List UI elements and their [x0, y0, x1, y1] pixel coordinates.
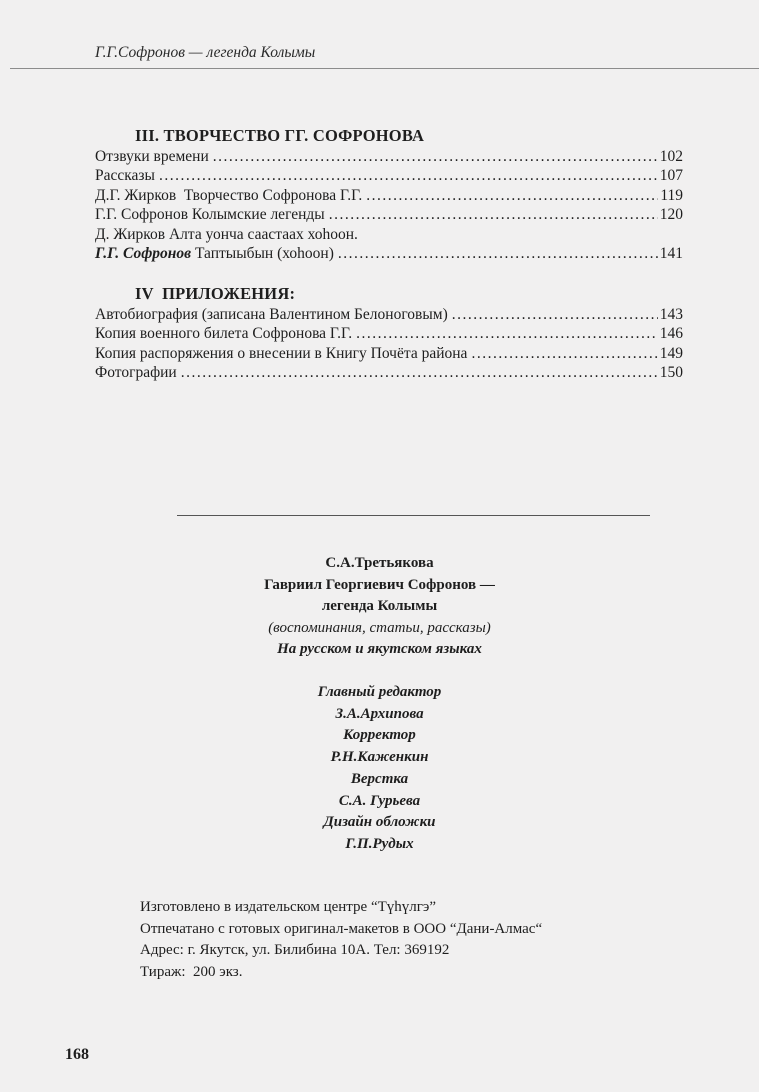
imprint-block: [0, 553, 759, 661]
dot-leader: [181, 363, 658, 382]
credit-name: С.А. Гурьева: [338, 792, 421, 809]
address-line: Адрес: г. Якутск, ул. Билибина 10А. Тел: 369192: [140, 942, 450, 958]
toc-entry-title-text: Таптыыбын (хоһоон): [191, 245, 334, 263]
toc-section-title: IV ПРИЛОЖЕНИЯ:: [135, 284, 296, 303]
credit-name: Г.П.Рудых: [345, 835, 414, 852]
running-header: Г.Г.Софронов — легенда Колымы: [95, 44, 316, 61]
imprint-title-line1: Гавриил Георгиевич Софронов —: [264, 576, 495, 593]
dot-leader: [329, 205, 658, 224]
toc-entry-page: 143: [659, 306, 683, 323]
toc-entry-title: Копия военного билета Софронова Г.Г.: [95, 325, 353, 343]
toc-entry-title: Д. Жирков Алта уонча саастаах хоһоон.: [95, 225, 358, 243]
credit-role: Главный редактор: [317, 684, 442, 700]
toc-entry-title: Копия распоряжения о внесении в Книгу Почёта района: [95, 344, 468, 362]
toc-entry[interactable]: [95, 186, 683, 205]
credits-block: [0, 682, 759, 856]
toc-entry-page: 119: [660, 186, 683, 204]
credit-role: Верстка: [350, 770, 409, 787]
toc-entry-page: 141: [659, 245, 683, 263]
header-rule: [10, 68, 759, 69]
imprint-subtitle: (воспоминания, статьи, рассказы): [268, 619, 491, 636]
toc-section-title: III. ТВОРЧЕСТВО ГГ. СОФРОНОВА: [135, 126, 425, 145]
dot-leader: [471, 344, 657, 363]
toc-entry-title: Автобиография (записана Валентином Белоноговым): [95, 306, 448, 323]
toc-entry-author: Г.Г. Софронов: [95, 245, 192, 263]
dot-leader: [366, 186, 658, 205]
publisher-info: [140, 897, 542, 983]
toc-entry[interactable]: [95, 324, 683, 343]
toc-entry[interactable]: [95, 244, 683, 263]
printer-line: Отпечатано с готовых оригинал-макетов в ООО “Дани-Алмас“: [140, 920, 543, 937]
toc-entry[interactable]: [95, 166, 683, 185]
toc-entry-title: Фотографии: [95, 364, 177, 382]
credit-role: Дизайн обложки: [323, 814, 436, 831]
toc-section-3: [95, 125, 683, 263]
toc-entry[interactable]: [95, 344, 683, 363]
toc-entry-page: 146: [659, 325, 683, 343]
imprint-languages: На русском и якутском языках: [277, 641, 482, 657]
imprint-title-line2: легенда Колымы: [321, 598, 438, 614]
credit-name: Р.Н.Каженкин: [330, 749, 429, 766]
credit-name: З.А.Архипова: [335, 705, 424, 722]
toc-entry[interactable]: [95, 147, 683, 166]
dot-leader: [213, 147, 658, 166]
toc-entry-page: 150: [659, 364, 683, 382]
toc-entry-page: 107: [659, 167, 683, 185]
toc-entry[interactable]: [95, 305, 683, 324]
toc-entry-page: 149: [659, 344, 683, 362]
toc-section-4: [95, 283, 683, 383]
dot-leader: [159, 166, 658, 185]
toc-entry[interactable]: [95, 363, 683, 382]
toc-entry-title: Рассказы: [95, 167, 155, 185]
toc-entry[interactable]: [95, 225, 683, 244]
dot-leader: [356, 324, 658, 343]
dot-leader: [452, 305, 658, 324]
credit-role: Корректор: [343, 727, 416, 744]
toc-entry-title: Отзвуки времени: [95, 148, 209, 165]
publisher-line: Изготовлено в издательском центре “Түһүлгэ”: [140, 899, 437, 915]
toc-entry-title: [95, 244, 334, 263]
imprint-author: С.А.Третьякова: [325, 555, 434, 571]
print-run-line: Тираж: 200 экз.: [140, 963, 243, 980]
toc-entry-page: 120: [659, 206, 683, 224]
toc-entry-title: Д.Г. Жирков Творчество Софронова Г.Г.: [95, 186, 363, 204]
page-number: 168: [65, 1046, 89, 1063]
toc-entry[interactable]: [95, 205, 683, 224]
dot-leader: [338, 244, 658, 263]
toc-entry-page: 102: [659, 148, 683, 165]
toc-entry-title: Г.Г. Софронов Колымские легенды: [95, 206, 325, 224]
section-divider: [177, 515, 650, 516]
